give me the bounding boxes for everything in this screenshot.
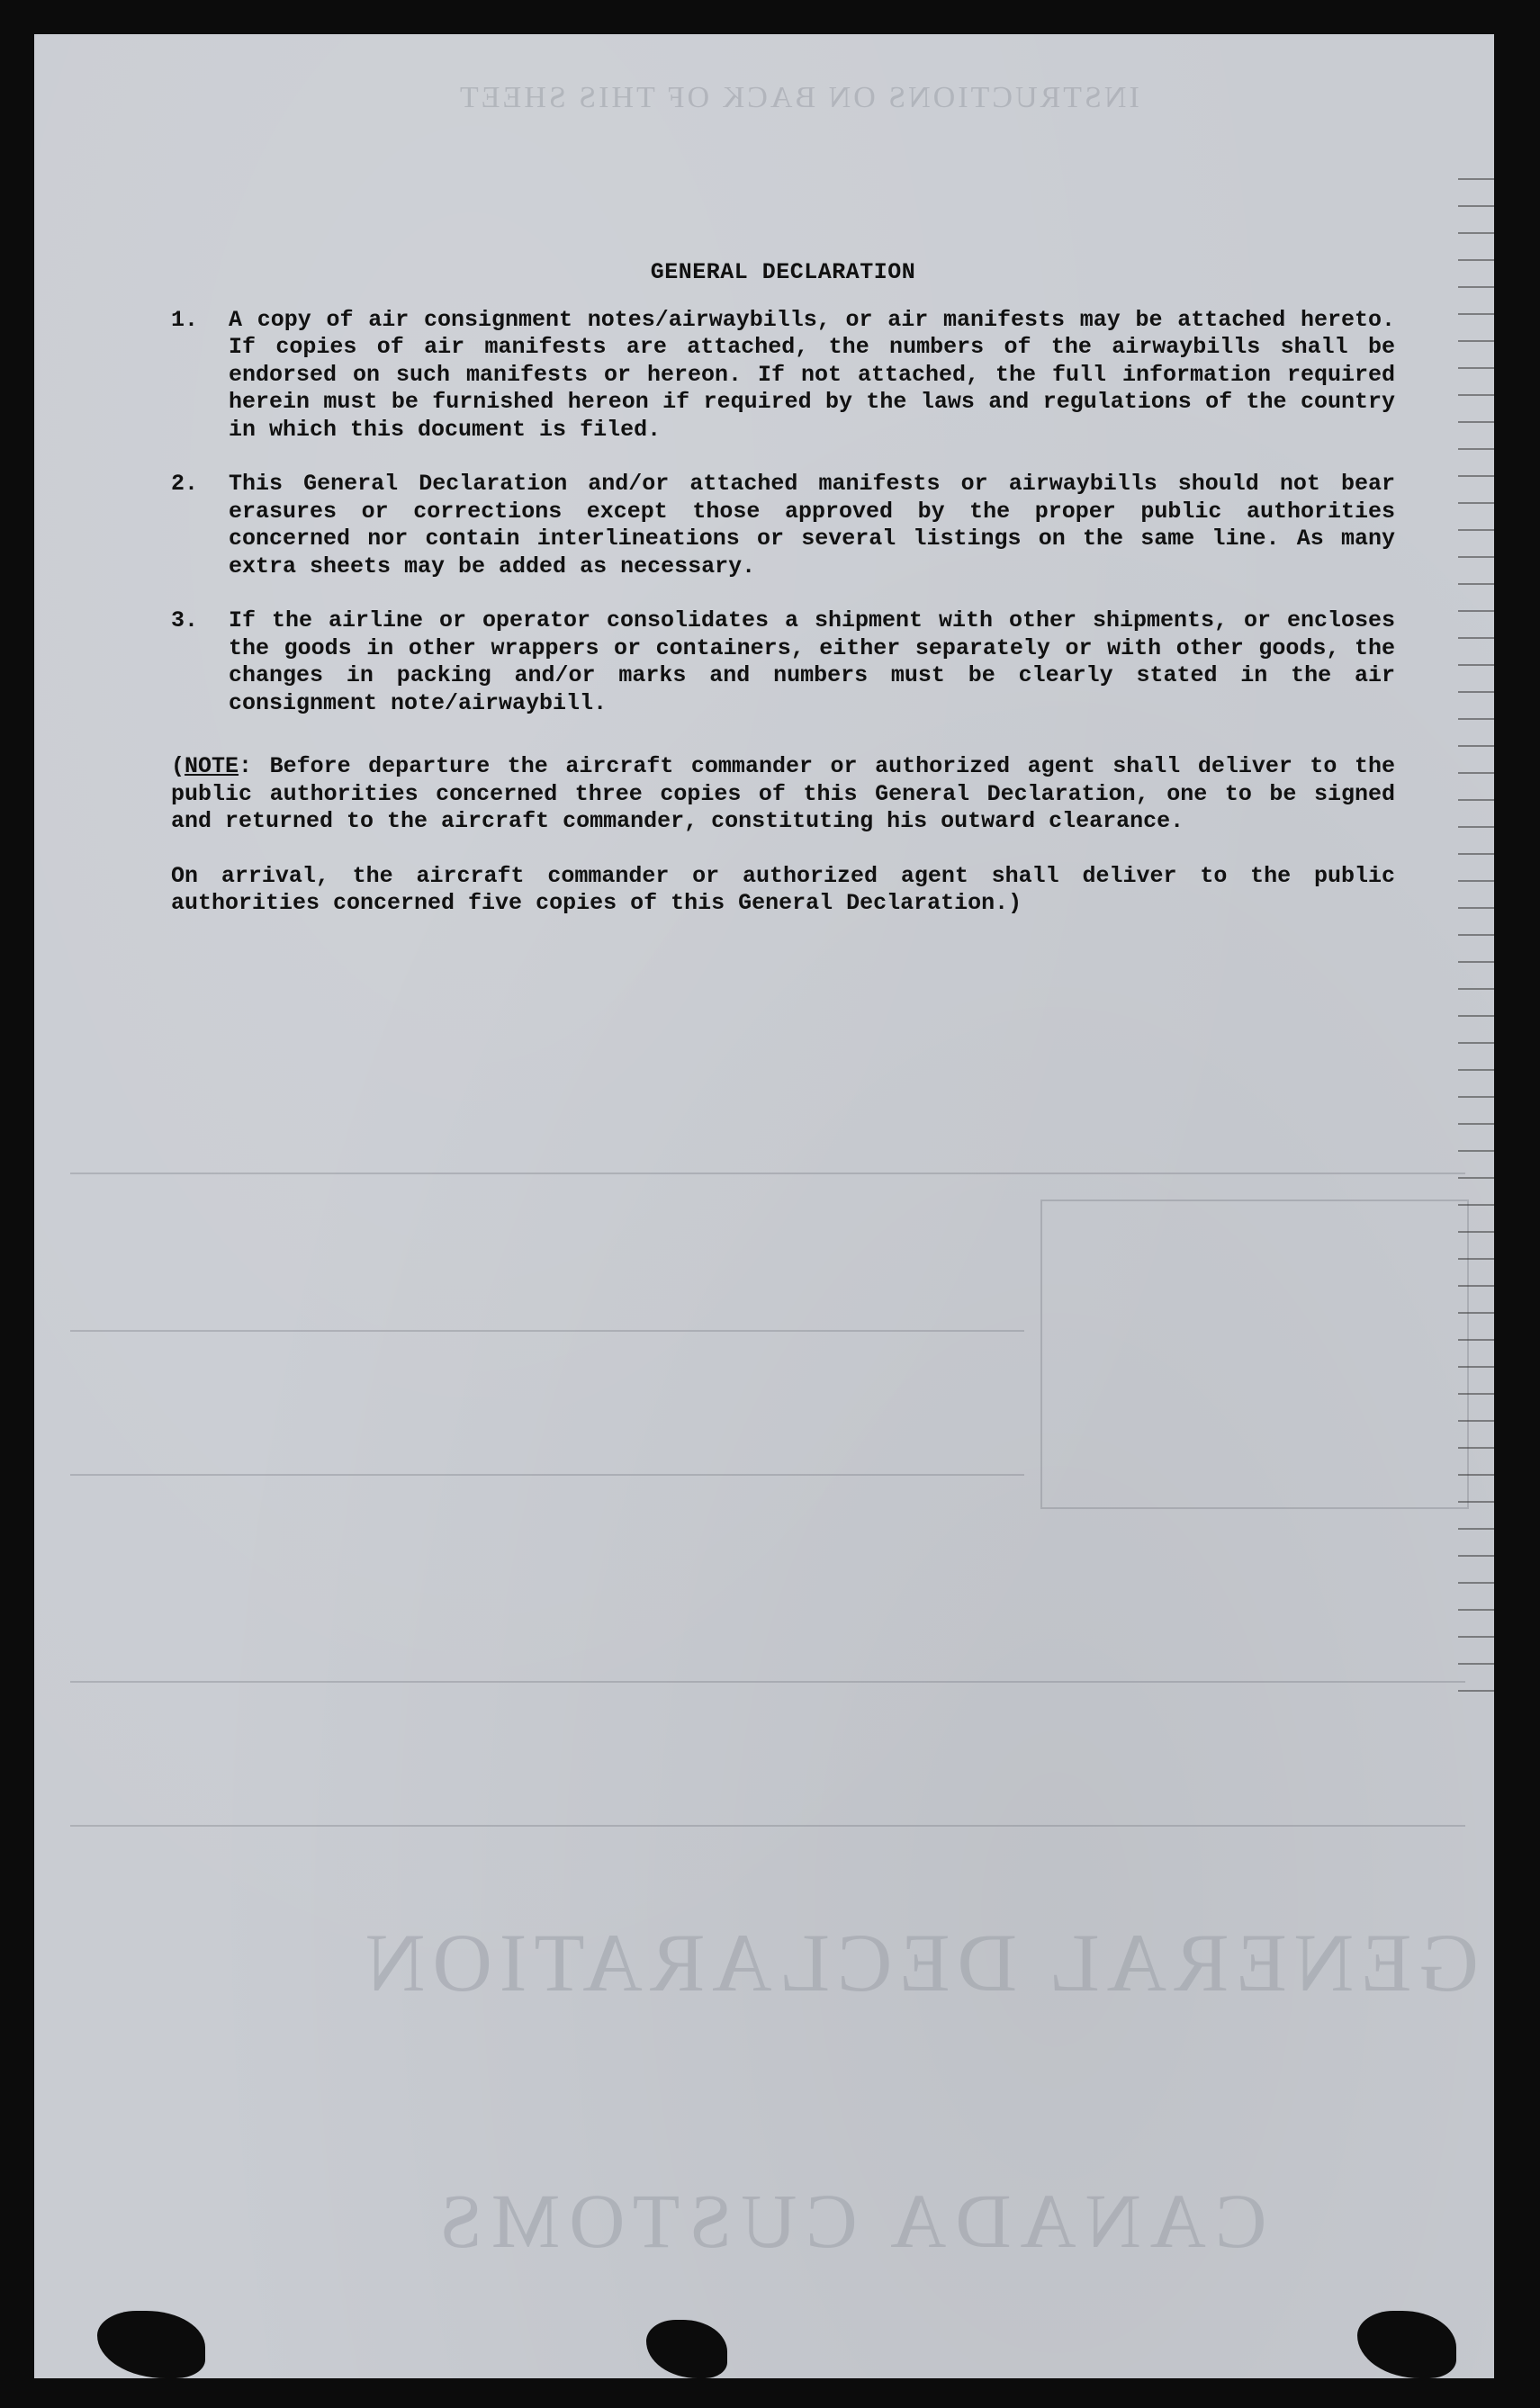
bleed-through-text-bottom: CANADA CUSTOMS	[430, 2178, 1267, 2264]
arrival-note: On arrival, the aircraft commander or authorized agent shall deliver to the public authorities concerned five copies of this General Declaration.)	[171, 862, 1395, 916]
scan-edge-blot	[1357, 2311, 1456, 2378]
instruction-item	[171, 471, 1395, 580]
note-open-paren: (	[171, 753, 185, 779]
instruction-number: 3.	[171, 607, 199, 633]
bleed-through-rule	[70, 1474, 1024, 1476]
document-page	[34, 34, 1494, 2378]
instruction-number: 1.	[171, 306, 199, 333]
bleed-through-rule	[70, 1681, 1465, 1683]
declaration-instructions	[171, 259, 1395, 918]
scan-edge-blot	[646, 2320, 727, 2378]
bleed-through-text-top: INSTRUCTIONS ON BACK OF THIS SHEET	[457, 81, 1139, 114]
instruction-number: 2.	[171, 471, 199, 497]
edge-ruler-ticks	[1458, 178, 1494, 1708]
instruction-text: This General Declaration and/or attached manifests or airwaybills should not bear erasures or corrections except those approved by the proper public authorities concerned nor contain interlineations or several listings on the same line. As many extra sheets may be added as necessary.	[229, 471, 1395, 580]
bleed-through-stamp-box	[1040, 1200, 1469, 1509]
instruction-text: A copy of air consignment notes/airwaybills, or air manifests may be attached hereto. If copies of air manifests are attached, the numbers of the airwaybills shall be endorsed on such manifests or hereon. If not attached, the full information required herein must be furnished hereon if required by the laws and regulations of the country in which this document is filed.	[229, 306, 1395, 443]
page-heading: GENERAL DECLARATION	[650, 259, 916, 285]
note-keyword: NOTE	[185, 753, 239, 779]
bleed-through-rule	[70, 1330, 1024, 1332]
scan-edge-blot	[97, 2311, 205, 2378]
note-text: : Before departure the aircraft commander or authorized agent shall deliver to the public authorities concerned three copies of this General Declaration, one to be signed and returned to the aircraft commander, constituting his outward clearance.	[171, 753, 1395, 834]
bleed-through-text-middle: GENERAL DECLARATION	[358, 1917, 1479, 2008]
departure-note	[171, 753, 1395, 836]
instruction-text: If the airline or operator consolidates a shipment with other shipments, or encloses the goods in other wrappers or containers, either separately or with other goods, the changes in packing and/or marks and numbers must be clearly stated in the air consignment note/airwaybill.	[229, 607, 1395, 716]
bleed-through-rule	[70, 1825, 1465, 1827]
instruction-item	[171, 607, 1395, 717]
bleed-through-rule	[70, 1173, 1465, 1174]
instruction-item	[171, 307, 1395, 445]
